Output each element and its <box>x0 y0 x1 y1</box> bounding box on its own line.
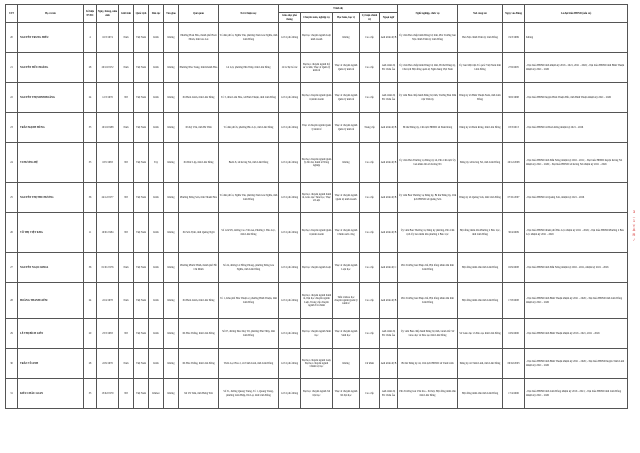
row-name: NGUYỄN THỊ THU HƯƠNG <box>18 183 84 213</box>
row-cmnv: Đại học chuyên ngành Sinh học <box>301 319 333 349</box>
row-nvbc: 4 <box>84 23 97 53</box>
row-hometown: Phường Nha Trang, tỉnh Khánh Hòa <box>179 53 219 83</box>
row-dob: 22/4/1978 <box>97 283 119 319</box>
row-language: Anh trình độ B <box>380 213 398 253</box>
row-council: - Đại biểu HĐND tỉnh Đắk Nông nhiệm kỳ 2016 - 2021; - Đại biểu HĐND huyện Krông Nô nhiệm kỳ 2021 - 2026; - Đại biểu HĐND xã Krông Nô nhiệm kỳ 2021 - 2026 <box>525 143 628 183</box>
row-party-date: 09/02/2003 <box>503 349 525 379</box>
row-name: TRẦN VĨ LINH <box>18 349 84 379</box>
row-language: Anh trình độ B <box>380 23 398 53</box>
row-gdpt: 12/12 phổ thông <box>279 83 301 113</box>
row-address: Thôn Lạc Hòa 2, xã Tánh Linh, tỉnh Lâm Đồng <box>219 349 279 379</box>
row-cmnv: Đại học chuyên ngành Luật <box>301 253 333 283</box>
row-cmnv: Đại học chuyên ngành Quản trị kinh doanh <box>301 213 333 253</box>
row-party-date: 20/12/2008 <box>503 143 525 183</box>
row-llct: Cao cấp <box>360 379 380 409</box>
row-council: - Đại biểu HĐND thành phố Bảo Lộc nhiệm kỳ 2021 - 2026; - Đại biểu HĐND Phường 2 Bảo Lộc nhiệm kỳ 2021 - 2026 <box>525 213 628 253</box>
row-nvbc: 33 <box>84 143 97 183</box>
row-hometown: Xã Kỳ Văn, tỉnh Hà Tĩnh <box>179 113 219 143</box>
row-hocham: Thạc sĩ chuyên ngành Luật học <box>333 253 360 283</box>
row-stt: 23 <box>6 113 18 143</box>
table-row <box>6 253 628 283</box>
row-hocham: Thạc sĩ chuyên ngành Sinh học <box>333 319 360 349</box>
row-address: Tổ 3, thôn Liên Hòa, xã Hàm Thuận, tỉnh Lâm Đồng <box>219 83 279 113</box>
margin-note-char: R <box>632 231 636 237</box>
row-language: Anh trình độ B <box>380 143 398 183</box>
row-job: Ủy viên Ban chấp hành Đảng bộ tỉnh, Trưởng Ban Dân vận Tỉnh ủy <box>398 83 458 113</box>
row-stt: 26 <box>6 213 18 253</box>
row-ethnicity: Kinh <box>149 23 164 53</box>
row-address: Số 24, đường Lê Hồng Phong, phường Đông Gia Nghĩa, tỉnh Lâm Đồng <box>219 253 279 283</box>
row-ethnicity: Kinh <box>149 213 164 253</box>
row-hocham: Thạc sĩ chuyên ngành Quản lý kinh tế <box>333 113 360 143</box>
header-workplace: Nơi công tác <box>458 5 503 23</box>
table-row <box>6 283 628 319</box>
row-workplace: Hội đồng nhân dân tỉnh Lâm Đồng <box>458 379 503 409</box>
row-party-date: 03/3/2013 <box>503 113 525 143</box>
candidate-table <box>5 4 628 409</box>
row-name: NGUYỄN TRUNG HIẾU <box>18 23 84 53</box>
row-hometown: Xã Ham Liêm, tỉnh Lâm Đồng <box>179 283 219 319</box>
row-hometown: Xã Sơn Tịnh, tỉnh Quảng Ngãi <box>179 213 219 253</box>
row-religion: Không <box>164 183 179 213</box>
row-nationality: Việt Nam <box>134 319 149 349</box>
row-workplace: Ban Nội chính Tỉnh ủy Lâm Đồng <box>458 23 503 53</box>
row-stt: 28 <box>6 283 18 319</box>
margin-note-char: 3 <box>632 209 636 214</box>
row-address: Tổ dân phố 4, Nghĩa Tân, phường Nam Gia Nghĩa, tỉnh Lâm Đồng <box>219 23 279 53</box>
row-llct: Cao cấp <box>360 183 380 213</box>
table-row <box>6 349 628 379</box>
row-sex: Nam <box>119 283 134 319</box>
row-hocham: Thạc sĩ chuyên ngành Quản trị kinh doanh <box>333 183 360 213</box>
row-party-date: 30/6/1998 <box>503 83 525 113</box>
row-cmnv: Đại học chuyên ngành Kỹ sư cơ khí, Thạc sĩ Quản lý kinh tế <box>301 53 333 83</box>
row-cmnv: Đại học chuyên ngành Kinh tế, Giáo dục Tiểu học, Thạc sĩ Luật <box>301 183 333 213</box>
header-ethnicity: Dân tộc <box>149 5 164 23</box>
row-nationality: Việt Nam <box>134 213 149 253</box>
row-gdpt: 12/12 phổ thông <box>279 143 301 183</box>
row-nationality: Việt Nam <box>134 83 149 113</box>
row-name: KIỀU CHÂU LOAN <box>18 379 84 409</box>
row-nationality: Việt Nam <box>134 379 149 409</box>
row-name: NGUYỄN NGỌC KHOA <box>18 253 84 283</box>
row-dob: 13/02/1979 <box>97 379 119 409</box>
row-dob: 22/9/1976 <box>97 349 119 379</box>
row-ethnicity: Kinh <box>149 283 164 319</box>
row-language: Anh trình độ B1 Châu Âu <box>380 319 398 349</box>
row-workplace: Đảng ủy xã Tánh Linh, tỉnh Lâm Đồng <box>458 349 503 379</box>
row-hocham: Thạc sĩ chuyên ngành Quản lý kinh tế <box>333 53 360 83</box>
row-llct: Cao cấp <box>360 53 380 83</box>
row-hocham: Không <box>333 349 360 379</box>
row-language: Anh trình độ B <box>380 349 398 379</box>
row-job: Bí thư Đảng ủy xã, Chủ tịch HĐND xã Tánh Linh <box>398 349 458 379</box>
row-cmnv: Đại học chuyên ngành Quản trị kinh doanh <box>301 83 333 113</box>
table-row <box>6 379 628 409</box>
row-dob: 23/3/1983 <box>97 319 119 349</box>
row-party-date: 07/01/2007 <box>503 183 525 213</box>
row-workplace: Đảng ủy xã Quảng Sơn, tỉnh Lâm Đồng <box>458 183 503 213</box>
row-ethnicity: Tày <box>149 143 164 183</box>
row-religion: Không <box>164 379 179 409</box>
row-job: Ủy viên Ban chấp hành Đảng bộ tỉnh, Giám đốc Sở Giáo dục và Đào tạo tỉnh Lâm Đồng <box>398 319 458 349</box>
header-language: Ngoại ngữ <box>380 13 398 23</box>
row-nationality: Việt Nam <box>134 283 149 319</box>
row-party-date: 27/6/2005 <box>503 53 525 83</box>
row-job: Bí thư Đảng ủy, Chủ tịch HĐND xã Đam Rông <box>398 113 458 143</box>
row-cmnv: Đại học chuyên ngành Xã hội học <box>301 379 333 409</box>
header-hometown: Quê quán <box>179 5 219 23</box>
row-nationality: Việt Nam <box>134 253 149 283</box>
row-nvbc: 33 <box>84 379 97 409</box>
row-name: NGUYỄN HỮU HOÀNG <box>18 53 84 83</box>
row-gdpt: 12/12 phổ thông <box>279 349 301 379</box>
row-gdpt: 12/12 phổ thông <box>279 113 301 143</box>
row-religion: Không <box>164 349 179 379</box>
row-hocham: Thạc sĩ chuyên ngành Quản lý kinh tế <box>333 83 360 113</box>
row-job: Ủy viên Ban chấp hành Đảng bộ tỉnh, Bí thư Đảng ủy, Chủ tịch Hội đồng quản trị Ngân hàng Việt Nam <box>398 53 458 83</box>
row-workplace: Đảng ủy xã Đam Rông, tỉnh Lâm Đồng <box>458 113 503 143</box>
row-sex: Nữ <box>119 379 134 409</box>
header-cmnv: Chuyên môn, nghiệp vụ <box>301 13 333 23</box>
header-name: Họ và tên <box>18 5 84 23</box>
row-hocham: Tiến sĩ khoa học chuyên ngành Quản lý kinh tế <box>333 283 360 319</box>
row-name: LÊ THỊ BÍCH LIÊN <box>18 319 84 349</box>
row-council: - Đại biểu HĐND tỉnh Lâm Đồng nhiệm kỳ 2016 - 2021; - Đại biểu HĐND tỉnh Lâm Đồng nhiệm kỳ 2021 - 2026 <box>525 379 628 409</box>
header-education: Trình độ <box>279 5 398 13</box>
row-llct: Cao cấp <box>360 213 380 253</box>
row-cmnv: Thạc sĩ chuyên ngành Quản lý kinh tế <box>301 113 333 143</box>
header-nationality: Quốc tịch <box>134 5 149 23</box>
row-stt: 31 <box>6 379 18 409</box>
header-job: Nghề nghiệp, chức vụ <box>398 5 458 23</box>
row-language: Anh trình độ C <box>380 253 398 283</box>
row-sex: Nữ <box>119 83 134 113</box>
row-llct: Cao cấp <box>360 23 380 53</box>
row-religion: Không <box>164 143 179 183</box>
row-nationality: Việt Nam <box>134 349 149 379</box>
row-language: Anh trình độ B1 Châu Âu <box>380 53 398 83</box>
row-workplace: Sở Giáo dục và Đào tạo tỉnh Lâm Đồng <box>458 319 503 349</box>
row-sex: Nam <box>119 23 134 53</box>
row-party-date: 30/4/2009 <box>503 213 525 253</box>
row-gdpt: 12/12 phổ thông <box>279 23 301 53</box>
table-row <box>6 319 628 349</box>
row-nationality: Việt Nam <box>134 53 149 83</box>
row-sex: Nữ <box>119 213 134 253</box>
header-sex: Giới tính <box>119 5 134 23</box>
margin-note-char: – <box>632 213 636 219</box>
header-council: Là đại biểu HĐND (nếu có) <box>525 5 628 23</box>
header-nvbc: Số hiệu NVBC <box>84 5 97 23</box>
row-council: - Đại biểu HĐND tỉnh Đắk Nông nhiệm kỳ 2016 - 2021, nhiệm kỳ 2021 - 2026 <box>525 253 628 283</box>
row-stt: 21 <box>6 53 18 83</box>
row-sex: Nam <box>119 253 134 283</box>
row-cmnv: Đại học chuyên ngành Luật kinh doanh <box>301 23 333 53</box>
row-party-date: 17/4/2006 <box>503 379 525 409</box>
row-gdpt: 12/12 phổ thông <box>279 213 301 253</box>
row-religion: Không <box>164 53 179 83</box>
row-ethnicity: Kinh <box>149 83 164 113</box>
row-gdpt: 12/12 phổ thông <box>279 253 301 283</box>
row-name: TRẦN MẠNH HÙNG <box>18 113 84 143</box>
row-religion: Không <box>164 213 179 253</box>
row-gdpt: 12/12 phổ thông <box>279 319 301 349</box>
row-cmnv: Đại học chuyên ngành Kinh tế, Đại học chuyên ngành Luật, Trung cấp chuyên ngành Tài chính <box>301 283 333 319</box>
margin-note-char: 1 <box>632 218 636 224</box>
row-llct: Cao cấp <box>360 319 380 349</box>
row-council: - Đại biểu HĐND xã Quảng Sơn, nhiệm kỳ 2021 - 2026 <box>525 183 628 213</box>
row-llct: Cao cấp <box>360 253 380 283</box>
margin-note-char: Y <box>632 222 636 228</box>
row-language: Anh trình độ B1 Châu Âu <box>380 83 398 113</box>
table-row <box>6 113 628 143</box>
row-hometown: Phường Đông Sơn, tỉnh Thanh Hóa <box>179 183 219 213</box>
row-council: - Đại biểu HĐND tỉnh Bình Thuận nhiệm kỳ 2016 - 2021, 2021 - 2026 <box>525 319 628 349</box>
row-language: Anh trình độ B <box>380 183 398 213</box>
row-llct: Cao cấp <box>360 83 380 113</box>
header-row-top <box>6 5 628 13</box>
row-stt: 29 <box>6 319 18 349</box>
row-name: HOÀNG THANH LIÊM <box>18 283 84 319</box>
row-dob: 12/3/1976 <box>97 83 119 113</box>
header-gdpt: Giáo dục phổ thông <box>279 13 301 23</box>
row-council: Không <box>525 23 628 53</box>
margin-note-char: Ả <box>632 227 636 233</box>
margin-annotation <box>630 210 638 242</box>
row-workplace: Ủy ban Mặt trận Tổ quốc Việt Nam tỉnh Lâm Đồng <box>458 53 503 83</box>
row-hocham: Thạc sĩ chuyên ngành Xã hội học <box>333 379 360 409</box>
table-body <box>6 23 628 409</box>
row-sex: Nam <box>119 113 134 143</box>
row-hocham: Không <box>333 23 360 53</box>
row-address: Buôn 8, xã Krông Nô, tỉnh Lâm Đồng <box>219 143 279 183</box>
row-name: VI HƯƠNG HỆ <box>18 143 84 183</box>
row-council: - Đại biểu HĐND huyện Hàm Thuận Bắc, tỉnh Bình Thuận nhiệm kỳ 2021 - 2026 <box>525 83 628 113</box>
row-nvbc: 36 <box>84 253 97 283</box>
row-stt: 24 <box>6 143 18 183</box>
row-nvbc: 28 <box>84 53 97 83</box>
row-party-date: 16/9/2006 <box>503 319 525 349</box>
row-name: VÕ THỊ VIỆT KHA <box>18 213 84 253</box>
row-job: Ủy viên Ban chấp hành Đảng bộ tỉnh, Phó Trưởng ban Nội chính Tỉnh ủy Lâm Đồng <box>398 23 458 53</box>
row-nvbc: 33 <box>84 113 97 143</box>
row-council: - Đại biểu HĐND tỉnh Bình Thuận nhiệm kỳ 2021 - 2026; - Đại biểu HĐND huyện Tánh Linh nhiệm kỳ 2021 - 2026 <box>525 349 628 379</box>
row-llct: Cử nhân <box>360 349 380 379</box>
row-cmnv: Đại học chuyên ngành Quản lý đất đai, Kinh tế Nông nghiệp <box>301 143 333 183</box>
row-nationality: Việt Nam <box>134 183 149 213</box>
row-dob: 10/10/1988 <box>97 113 119 143</box>
row-party-date: 19/3/1999 <box>503 23 525 53</box>
row-language: Anh trình độ B <box>380 283 398 319</box>
row-gdpt: 12/12 phổ thông <box>279 183 301 213</box>
table-row <box>6 83 628 113</box>
row-llct: Cao cấp <box>360 143 380 183</box>
row-job: Phó Trưởng ban Pháp chế, Hội đồng nhân dân tỉnh Lâm Đồng <box>398 283 458 319</box>
row-nationality: Việt Nam <box>134 23 149 53</box>
row-ethnicity: Kinh <box>149 113 164 143</box>
row-workplace: Hội đồng nhân dân tỉnh Lâm Đồng <box>458 283 503 319</box>
row-nvbc: 36 <box>84 183 97 213</box>
row-job: Ủy viên Ban Thường vụ Đảng ủy phường, Phó Chủ tịch Ủy ban nhân dân phường 2 Bảo Lộc <box>398 213 458 253</box>
table-row <box>6 213 628 253</box>
row-hocham: Thạc sĩ chuyên ngành Chính sách công <box>333 213 360 253</box>
row-job: Ủy viên Ban Thường vụ Đảng ủy, Bí thư Đảng ủy, Chủ tịch HĐND xã Quảng Sơn <box>398 183 458 213</box>
row-hometown: Phường Hoài Hảo, thành phố Hoài Nhơn, tỉnh Gia Lai <box>179 23 219 53</box>
row-stt: 25 <box>6 183 18 213</box>
row-llct: Cao cấp <box>360 283 380 319</box>
row-religion: Không <box>164 83 179 113</box>
row-ethnicity: Kinh <box>149 53 164 83</box>
row-language: Anh trình độ B <box>380 113 398 143</box>
row-address: Số 51, đường Quang Trung, Tổ 1, Quang Trung, phường Liên Hiệp, Đà Lạt, tỉnh Lâm Đồng <box>219 379 279 409</box>
row-job: Ủy viên Ban Thường vụ Đảng ủy xã, Phó Chủ tịch Ủy ban nhân dân xã Krông Nô <box>398 143 458 183</box>
row-address: Số 124/3/9, đường Cao Văn An, Phường 1 Bảo Lộc, tỉnh Lâm Đồng <box>219 213 279 253</box>
row-dob: 20/10/1972 <box>97 53 119 83</box>
row-llct: Trung cấp <box>360 113 380 143</box>
row-workplace: Hội đồng nhân dân Phường 2 Bảo Lộc, tỉnh Lâm Đồng <box>458 213 503 253</box>
row-religion: Không <box>164 23 179 53</box>
table-row <box>6 23 628 53</box>
row-ethnicity: Kinh <box>149 319 164 349</box>
row-hometown: Xã Vũ Tiên, tỉnh Hưng Yên <box>179 379 219 409</box>
row-ethnicity: Kinh <box>149 183 164 213</box>
row-address: Số 67, đường Đào Duy Từ, phường Phú Thủy, tỉnh Lâm Đồng <box>219 319 279 349</box>
row-nvbc: 11 <box>84 213 97 253</box>
header-stt: STT <box>6 5 18 23</box>
row-party-date: 02/9/2008 <box>503 253 525 283</box>
row-dob: 16/3/1974 <box>97 23 119 53</box>
row-nvbc: 24 <box>84 283 97 319</box>
row-name: NGUYỄN THỊ MINH HOÀNG <box>18 83 84 113</box>
row-religion: Không <box>164 283 179 319</box>
row-sex: Nữ <box>119 143 134 183</box>
row-gdpt: 12/12 hệ bổ túc <box>279 53 301 83</box>
row-workplace: Đảng ủy xã Krông Nô, tỉnh Lâm Đồng <box>458 143 503 183</box>
row-address: Tổ dân phố 4, Nghĩa Tân, phường Nam Gia Nghĩa, tỉnh Lâm Đồng <box>219 183 279 213</box>
row-hometown: Xã Đức Lập, tỉnh Lâm Đồng <box>179 143 219 183</box>
row-hometown: Xã Hòa Thắng, tỉnh Lâm Đồng <box>179 349 219 379</box>
row-religion: Không <box>164 319 179 349</box>
row-address: Tổ dân phố 6, phường Bảo Lộc, tỉnh Lâm Đồng <box>219 113 279 143</box>
row-hocham: Không <box>333 143 360 183</box>
row-address: Tổ 1, Khu phố Hòa Thuận 2, phường Bình Thuận, tỉnh Lâm Đồng <box>219 283 279 319</box>
row-job: Phó Trưởng ban Văn hóa - Xã hội, Hội đồng nhân dân tỉnh Lâm Đồng <box>398 379 458 409</box>
row-council: - Đại biểu HĐND xã Đam Rông nhiệm kỳ 2021 - 2026 <box>525 113 628 143</box>
row-sex: Nữ <box>119 183 134 213</box>
row-nvbc: 28 <box>84 349 97 379</box>
row-ethnicity: Khmer <box>149 379 164 409</box>
row-workplace: Hội đồng nhân dân tỉnh Lâm Đồng <box>458 253 503 283</box>
row-sex: Nữ <box>119 319 134 349</box>
row-party-date: 17/8/2008 <box>503 283 525 319</box>
row-council: - Đại biểu HĐND tỉnh nhiệm kỳ 2016 - 2021, 2021 - 2026; - Đại biểu HĐND tỉnh Bình Thuận nhiệm kỳ 2021 - 2026 <box>525 53 628 83</box>
row-stt: 27 <box>6 253 18 283</box>
row-hometown: Xã Ham Liêm, tỉnh Lâm Đồng <box>179 83 219 113</box>
row-dob: 18/5/1983 <box>97 143 119 183</box>
row-sex: Nam <box>119 53 134 83</box>
table-row <box>6 143 628 183</box>
row-hometown: Xã Hòa Thắng, tỉnh Lâm Đồng <box>179 319 219 349</box>
table-row <box>6 183 628 213</box>
row-dob: 10/01/1984 <box>97 213 119 253</box>
row-ethnicity: Kinh <box>149 253 164 283</box>
row-nationality: Việt Nam <box>134 113 149 143</box>
row-religion: Không <box>164 113 179 143</box>
header-religion: Tôn giáo <box>164 5 179 23</box>
row-nvbc: 20 <box>84 319 97 349</box>
row-language: Anh trình độ B1 Châu Âu <box>380 379 398 409</box>
row-stt: 20 <box>6 23 18 53</box>
row-religion: Không <box>164 253 179 283</box>
row-cmnv: Đại học chuyên ngành Luật, Đại học chuyên ngành Chính trị học <box>301 349 333 379</box>
row-gdpt: 12/12 phổ thông <box>279 283 301 319</box>
row-address: Lê Lợi, phường Phú Thủy, tỉnh Lâm Đồng <box>219 53 279 83</box>
header-dob: Ngày, tháng, năm sinh <box>97 5 119 23</box>
header-llct: Lý luận chính trị <box>360 13 380 23</box>
row-workplace: Đảng ủy xã Hàm Thuận Nam, tỉnh Lâm Đồng <box>458 83 503 113</box>
margin-note-char: / <box>633 236 635 242</box>
row-dob: 01/01/1976 <box>97 253 119 283</box>
row-sex: Nam <box>119 349 134 379</box>
row-stt: 22 <box>6 83 18 113</box>
row-stt: 30 <box>6 349 18 379</box>
row-nvbc: 24 <box>84 83 97 113</box>
row-job: Phó Trưởng ban Pháp chế, Hội đồng nhân dân tỉnh Lâm Đồng <box>398 253 458 283</box>
row-hometown: Phường Phước Bình, thành phố Hồ Chí Minh <box>179 253 219 283</box>
row-dob: 24/12/1977 <box>97 183 119 213</box>
row-gdpt: 12/12 phổ thông <box>279 379 301 409</box>
row-ethnicity: Kinh <box>149 349 164 379</box>
header-hocham: Học hàm, học vị <box>333 13 360 23</box>
header-party-date: Ngày vào Đảng <box>503 5 525 23</box>
header-address: Nơi ở hiện nay <box>219 5 279 23</box>
row-nationality: Việt Nam <box>134 143 149 183</box>
table-row <box>6 53 628 83</box>
row-council: - Đại biểu HĐND tỉnh Bình Thuận nhiệm kỳ 2021 - 2026; - Đại biểu HĐND tỉnh Lâm Đồng nhiệm kỳ 2021 - 2026 <box>525 283 628 319</box>
